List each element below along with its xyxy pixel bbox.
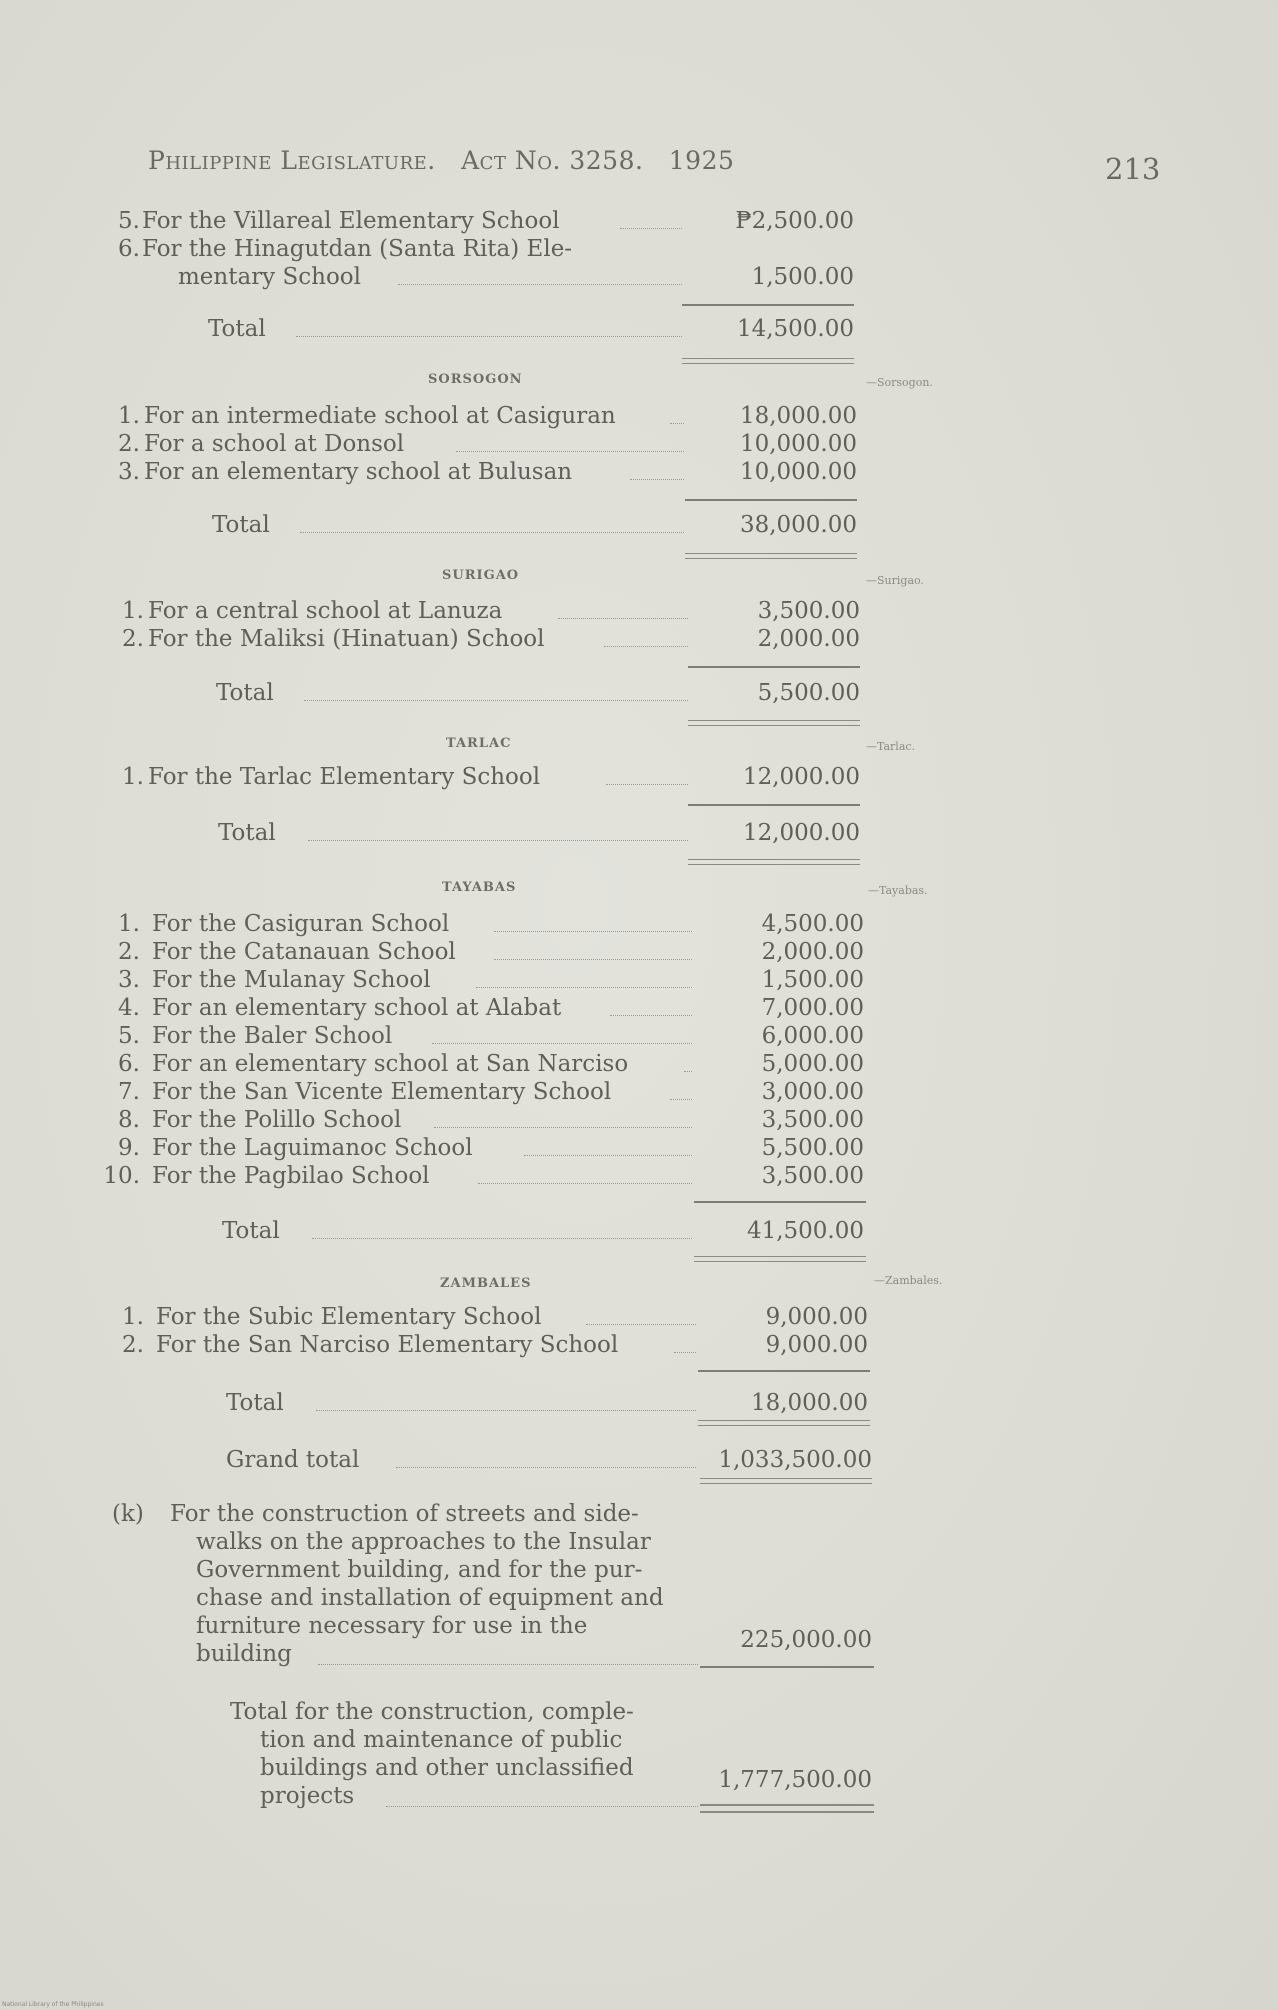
item-amount: 9,000.00 (765, 1332, 868, 1358)
section-heading-surigao: SURIGAO (442, 568, 520, 583)
line-item (0, 1161, 1278, 1191)
item-amount: 18,000.00 (739, 403, 857, 429)
item-number: 2. (122, 626, 144, 652)
sum-rule (682, 304, 854, 306)
line-item (0, 624, 1278, 654)
sum-rule (700, 1666, 874, 1668)
line-item (0, 206, 1278, 236)
item-label: For an intermediate school at Casiguran (144, 403, 616, 429)
leader-dots (494, 931, 692, 932)
section-heading-sorsogon: SORSOGON (428, 372, 523, 387)
leader-dots (524, 1155, 692, 1156)
line-item (0, 457, 1278, 487)
double-rule (682, 358, 854, 364)
leader-dots (670, 1099, 692, 1100)
line-item (0, 1105, 1278, 1135)
item-k-line: Government building, and for the pur- (196, 1557, 643, 1583)
leader-dots (296, 336, 682, 337)
line-item (0, 234, 1278, 264)
item-label: For an elementary school at San Narciso (152, 1051, 629, 1077)
item-number: 2. (118, 939, 140, 965)
item-k-marker: (k) (112, 1501, 144, 1527)
total-amount: 18,000.00 (750, 1390, 868, 1416)
leader-dots (684, 1071, 692, 1072)
sum-rule (698, 1370, 870, 1372)
line-item (0, 429, 1278, 459)
item-amount: 4,500.00 (761, 911, 864, 937)
item-number: 8. (118, 1107, 140, 1133)
final-total-amount: 1,777,500.00 (718, 1767, 872, 1793)
leader-dots (304, 700, 688, 701)
final-total-line: Total for the construction, comple- (230, 1699, 634, 1725)
line-item (0, 909, 1278, 939)
leader-dots (670, 423, 684, 424)
item-number: 10. (103, 1163, 140, 1189)
final-total-line: tion and maintenance of public (260, 1727, 623, 1753)
item-label: For the Villareal Elementary School (142, 208, 560, 234)
running-title-year: 1925 (668, 146, 735, 175)
section-heading-tayabas: TAYABAS (442, 880, 517, 895)
item-amount: 3,000.00 (761, 1079, 864, 1105)
total-amount: 5,500.00 (757, 680, 860, 706)
line-item (0, 965, 1278, 995)
item-label: For the Baler School (152, 1023, 393, 1049)
item-number: 1. (122, 764, 144, 790)
item-label-continuation: mentary School (178, 264, 361, 290)
grand-total-amount: 1,033,500.00 (718, 1447, 872, 1473)
line-item (0, 401, 1278, 431)
running-header (148, 146, 734, 175)
line-item (0, 1049, 1278, 1079)
leader-dots (674, 1352, 696, 1353)
item-label: For the San Vicente Elementary School (152, 1079, 612, 1105)
sum-rule (685, 499, 857, 501)
item-number: 5. (118, 1023, 140, 1049)
total-row (0, 678, 1278, 708)
item-number: 1. (122, 1304, 144, 1330)
item-k-line: chase and installation of equipment and (196, 1585, 664, 1611)
item-label: For an elementary school at Bulusan (144, 459, 573, 485)
leader-dots (558, 618, 688, 619)
leader-dots (398, 284, 682, 285)
leader-dots (300, 532, 684, 533)
item-number: 5. (118, 208, 140, 234)
item-amount: 9,000.00 (765, 1304, 868, 1330)
item-number: 2. (122, 1332, 144, 1358)
line-item (0, 1330, 1278, 1360)
total-label: Total (218, 820, 276, 846)
item-k-line: building (196, 1641, 292, 1667)
running-title-act: Act No. 3258. (461, 146, 644, 175)
leader-dots (604, 646, 688, 647)
item-amount: 2,000.00 (761, 939, 864, 965)
leader-dots (476, 987, 692, 988)
item-amount: 12,000.00 (742, 764, 860, 790)
leader-dots (494, 959, 692, 960)
item-label: For an elementary school at Alabat (152, 995, 562, 1021)
final-total-line: buildings and other unclassified (260, 1755, 634, 1781)
item-amount: 5,500.00 (761, 1135, 864, 1161)
line-item (0, 1077, 1278, 1107)
total-row (0, 818, 1278, 848)
double-rule (700, 1804, 874, 1813)
grand-total-label: Grand total (226, 1447, 360, 1473)
line-item (0, 1133, 1278, 1163)
item-number: 1. (122, 598, 144, 624)
leader-dots (316, 1410, 696, 1411)
item-amount: 2,000.00 (757, 626, 860, 652)
leader-dots (610, 1015, 692, 1016)
item-amount: 10,000.00 (739, 431, 857, 457)
item-number: 6. (118, 236, 140, 262)
item-label: For the Maliksi (Hinatuan) School (148, 626, 545, 652)
item-label: For the Casiguran School (152, 911, 450, 937)
item-number: 3. (118, 459, 140, 485)
item-amount: 6,000.00 (761, 1023, 864, 1049)
line-item-continuation (0, 262, 1278, 292)
item-number: 7. (118, 1079, 140, 1105)
item-label: For the Tarlac Elementary School (148, 764, 541, 790)
item-k-line: furniture necessary for use in the (196, 1613, 588, 1639)
item-number: 9. (118, 1135, 140, 1161)
item-number: 1. (118, 911, 140, 937)
total-amount: 41,500.00 (746, 1218, 864, 1244)
item-label: For a school at Donsol (144, 431, 405, 457)
item-amount: 10,000.00 (739, 459, 857, 485)
leader-dots (606, 784, 688, 785)
item-amount: 3,500.00 (757, 598, 860, 624)
leader-dots (308, 840, 688, 841)
item-amount: ₱2,500.00 (735, 208, 854, 234)
item-number: 6. (118, 1051, 140, 1077)
leader-dots (318, 1664, 698, 1665)
item-number: 4. (118, 995, 140, 1021)
double-rule (698, 1420, 870, 1426)
line-item (0, 937, 1278, 967)
leader-dots (386, 1806, 698, 1807)
item-amount: 3,500.00 (761, 1163, 864, 1189)
section-heading-zambales: ZAMBALES (440, 1276, 532, 1291)
total-label: Total (208, 316, 266, 342)
total-row (0, 510, 1278, 540)
total-amount: 12,000.00 (742, 820, 860, 846)
item-label: For the Catanauan School (152, 939, 456, 965)
leader-dots (396, 1467, 696, 1468)
total-row (0, 314, 1278, 344)
total-row (0, 1388, 1278, 1418)
leader-dots (434, 1127, 692, 1128)
running-title-legislature: Philippine Legislature. (148, 146, 436, 175)
margin-note-tarlac: —Tarlac. (866, 740, 916, 753)
leader-dots (478, 1183, 692, 1184)
line-item (0, 762, 1278, 792)
section-heading-tarlac: TARLAC (446, 736, 512, 751)
item-number: 2. (118, 431, 140, 457)
line-item (0, 596, 1278, 626)
leader-dots (456, 451, 684, 452)
item-label: For the Laguimanoc School (152, 1135, 473, 1161)
item-amount: 1,500.00 (761, 967, 864, 993)
item-k-amount: 225,000.00 (740, 1627, 872, 1653)
item-k-line: walks on the approaches to the Insular (196, 1529, 651, 1555)
total-label: Total (226, 1390, 284, 1416)
item-label: For the San Narciso Elementary School (156, 1332, 619, 1358)
total-row (0, 1216, 1278, 1246)
footer-credit: National Library of the Philippines (2, 2001, 104, 2008)
item-number: 1. (118, 403, 140, 429)
margin-note-zambales: —Zambales. (874, 1274, 943, 1287)
double-rule (688, 720, 860, 726)
line-item (0, 1021, 1278, 1051)
leader-dots (620, 228, 682, 229)
double-rule (694, 1256, 866, 1262)
item-label: For the Hinagutdan (Santa Rita) Ele- (142, 236, 573, 262)
item-amount: 5,000.00 (761, 1051, 864, 1077)
margin-note-tayabas: —Tayabas. (868, 884, 928, 897)
sum-rule (688, 666, 860, 668)
item-label: For the Mulanay School (152, 967, 431, 993)
margin-note-sorsogon: —Sorsogon. (866, 376, 933, 389)
total-label: Total (216, 680, 274, 706)
leader-dots (312, 1238, 692, 1239)
line-item (0, 993, 1278, 1023)
sum-rule (688, 804, 860, 806)
item-amount: 1,500.00 (751, 264, 854, 290)
total-amount: 14,500.00 (736, 316, 854, 342)
leader-dots (586, 1324, 696, 1325)
leader-dots (630, 479, 684, 480)
item-number: 3. (118, 967, 140, 993)
final-total-line: projects (260, 1783, 355, 1809)
grand-total-row (0, 1445, 1278, 1475)
line-item (0, 1302, 1278, 1332)
item-label: For a central school at Lanuza (148, 598, 503, 624)
double-rule (688, 859, 860, 865)
double-rule (685, 553, 857, 559)
item-amount: 3,500.00 (761, 1107, 864, 1133)
leader-dots (432, 1043, 692, 1044)
total-label: Total (222, 1218, 280, 1244)
item-label: For the Subic Elementary School (156, 1304, 542, 1330)
margin-note-surigao: —Surigao. (866, 574, 924, 587)
page-number: 213 (1105, 152, 1161, 186)
item-k-line: For the construction of streets and side- (170, 1501, 639, 1527)
item-amount: 7,000.00 (761, 995, 864, 1021)
total-label: Total (212, 512, 270, 538)
item-label: For the Polillo School (152, 1107, 402, 1133)
double-rule (700, 1478, 872, 1484)
item-label: For the Pagbilao School (152, 1163, 430, 1189)
sum-rule (694, 1201, 866, 1203)
total-amount: 38,000.00 (739, 512, 857, 538)
